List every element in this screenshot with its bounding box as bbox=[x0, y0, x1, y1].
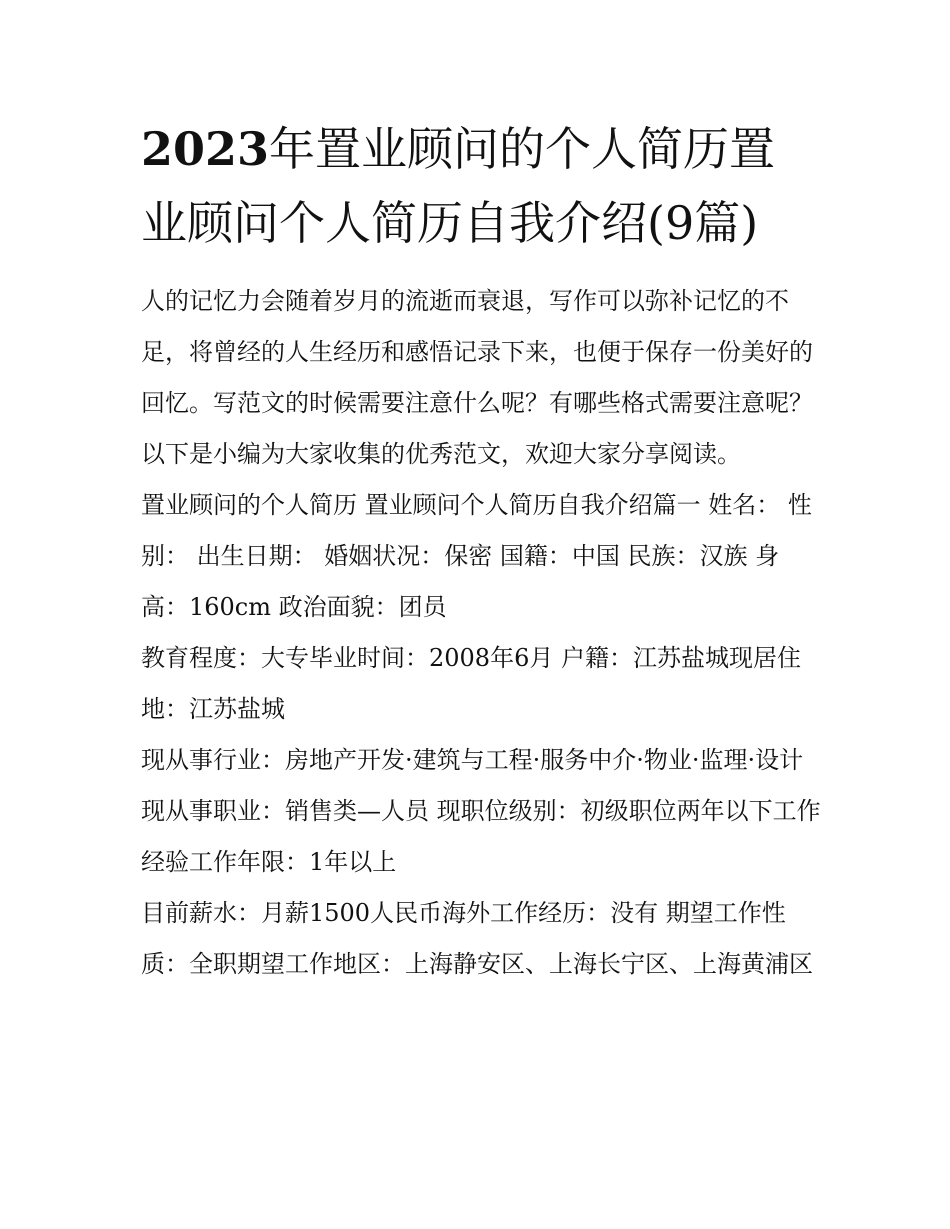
resume-salary: 目前薪水：月薪1500人民币海外工作经历：没有 期望工作性质：全职期望工作地区：上海静安区、上海长宁区、上海黄浦区 bbox=[141, 899, 813, 978]
title-year: 2023 bbox=[141, 122, 270, 176]
resume-education: 教育程度：大专毕业时间：2008年6月 户籍：江苏盐城现居住地：江苏盐城 bbox=[141, 644, 801, 723]
document-title bbox=[141, 112, 821, 260]
resume-occupation: 现从事职业：销售类—人员 现职位级别：初级职位两年以下工作经验工作年限：1年以上 bbox=[141, 797, 821, 876]
document-body bbox=[141, 276, 821, 990]
intro-paragraph: 人的记忆力会随着岁月的流逝而衰退，写作可以弥补记忆的不足，将曾经的人生经历和感悟记录下来，也便于保存一份美好的回忆。写范文的时候需要注意什么呢？有哪些格式需要注意呢？以下是小编为大家收集的优秀范文，欢迎大家分享阅读。 bbox=[141, 287, 813, 468]
resume-industry: 现从事行业：房地产开发·建筑与工程·服务中介·物业·监理·设计 bbox=[141, 746, 804, 774]
resume-basic-info: 置业顾问的个人简历 置业顾问个人简历自我介绍篇一 姓名： 性别： 出生日期： 婚姻状况：保密 国籍：中国 民族：汉族 身高：160cm 政治面貌：团员 bbox=[141, 491, 812, 621]
title-text: 年置业顾问的个人简历置业顾问个人简历自我介绍(9篇) bbox=[141, 122, 776, 250]
document-page bbox=[141, 112, 821, 990]
